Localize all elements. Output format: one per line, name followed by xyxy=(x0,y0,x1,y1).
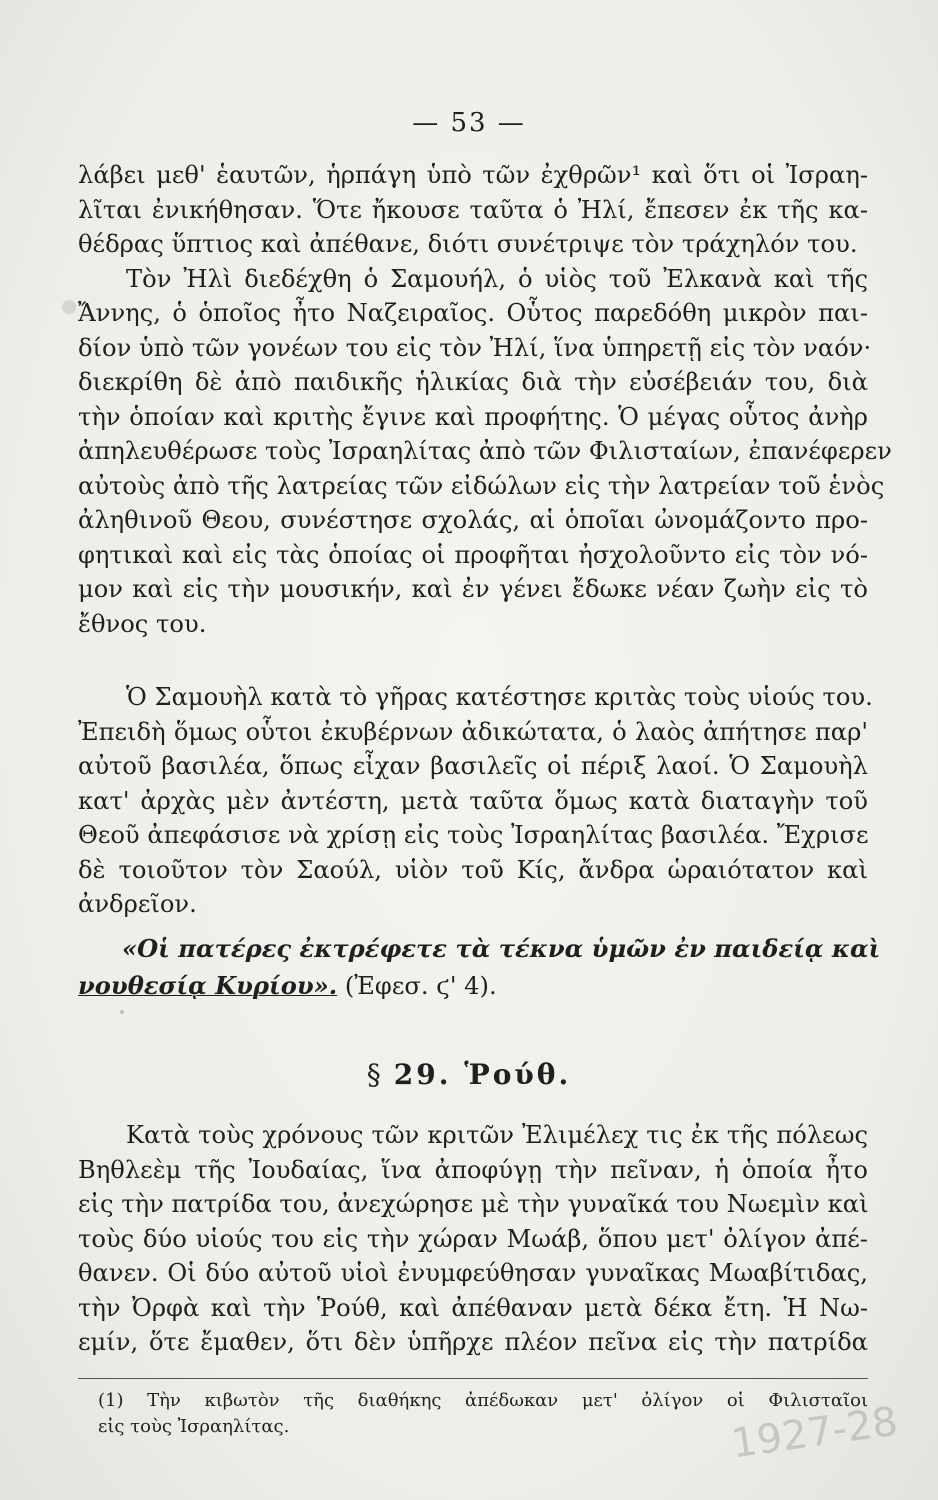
text-line: ἀπηλευθέρωσε τοὺς Ἰσραηλίτας ἀπὸ τῶν Φιλισταίων, ἐπανέφερεν xyxy=(78,437,892,465)
print-speck xyxy=(120,1010,124,1014)
paragraph-start-line: Ὁ Σαμουὴλ κατὰ τὸ γῆρας κατέστησε κριτὰς τοὺς υἱούς του. xyxy=(126,683,873,711)
text-line: δὲ τοιοῦτον τὸν Σαούλ, υἱὸν τοῦ Κίς, ἄνδρα ὡραιότατον καὶ xyxy=(78,855,868,884)
text-line: διεκρίθη δὲ ἀπὸ παιδικῆς ἡλικίας διὰ τὴν εὐσέβειάν του, διὰ xyxy=(78,368,868,396)
scripture-quote xyxy=(78,930,881,1005)
page-number: — 53 — xyxy=(412,108,526,138)
text-line: εμίν, ὅτε ἔμαθεν, ὅτι δὲν ὑπῆρχε πλέον πεῖνα εἰς τὴν πατρίδα xyxy=(78,1328,868,1356)
text-line: λῖται ἐνικήθησαν. Ὅτε ἤκουσε ταῦτα ὁ Ἠλί, ἔπεσεν ἐκ τῆς κα- xyxy=(78,195,868,224)
text-line: Θεοῦ ἀπεφάσισε νὰ χρίσῃ εἰς τοὺς Ἰσραηλίτας βασιλέα. Ἔχρισε xyxy=(78,821,869,849)
quote-italic-text: νουθεσίᾳ Κυρίου». xyxy=(78,971,338,1000)
text-block-upper xyxy=(78,158,892,641)
quote-line: «Οἱ πατέρες ἐκτρέφετε τὰ τέκνα ὑμῶν ἐν παιδείᾳ καὶ xyxy=(122,934,881,963)
print-speck xyxy=(860,470,863,473)
text-line: εἰς τὴν πατρίδα του, ἀνεχώρησε μὲ τὴν γυναῖκά του Νωεμὶν καὶ xyxy=(78,1190,869,1218)
paragraph-start-line: Τὸν Ἠλὶ διεδέχθη ὁ Σαμουήλ, ὁ υἱὸς τοῦ Ἐλκανὰ καὶ τῆς xyxy=(126,264,868,293)
text-line: τὴν ὁποίαν καὶ κριτὴς ἔγινε καὶ προφήτης. Ὁ μέγας οὗτος ἀνὴρ xyxy=(78,402,868,431)
text-line: αὐτοῦ βασιλέα, ὅπως εἶχαν βασιλεῖς οἱ πέριξ λαοί. Ὁ Σαμουὴλ xyxy=(78,752,868,780)
print-speck xyxy=(62,300,76,314)
text-line: Ἄννης, ὁ ὁποῖος ἦτο Ναζειραῖος. Οὗτος παρεδόθη μικρὸν παι- xyxy=(78,299,868,327)
handwritten-note: 1927-28 xyxy=(728,1398,901,1468)
text-line: τοὺς δύο υἱούς του εἰς τὴν χώραν Μωάβ, ὅπου μετ' ὀλίγον ἀπέ- xyxy=(78,1224,868,1253)
text-line: μον καὶ εἰς τὴν μουσικήν, καὶ ἐν γένει ἔδωκε νέαν ζωὴν εἰς τὸ xyxy=(78,575,868,603)
quote-reference: (Ἐφεσ. ϛ' 4). xyxy=(337,972,497,1000)
text-block-middle xyxy=(78,680,873,922)
footnote-divider xyxy=(78,1378,868,1379)
text-line: Βηθλεὲμ τῆς Ἰουδαίας, ἵνα ἀποφύγῃ τὴν πεῖναν, ἡ ὁποία ἦτο xyxy=(78,1155,868,1184)
text-line: ἀνδρεῖον. xyxy=(78,890,197,918)
text-line: αὐτοὺς ἀπὸ τῆς λατρείας τῶν εἰδώλων εἰς τὴν λατρείαν τοῦ ἑνὸς xyxy=(78,471,885,500)
section-title: 29. Ῥούθ. xyxy=(393,1058,572,1091)
text-line: Ἐπειδὴ ὅμως οὗτοι ἐκυβέρνων ἀδικώτατα, ὁ λαὸς ἀπήτησε παρ' xyxy=(78,717,868,746)
text-line: ἀληθινοῦ Θεου, συνέστησε σχολάς, αἱ ὁποῖαι ὠνομάζοντο προ- xyxy=(78,506,868,534)
text-line: δίον ὑπὸ τῶν γονέων του εἰς τὸν Ἠλί, ἵνα ὑπηρετῇ εἰς τὸν ναόν· xyxy=(78,333,872,362)
paragraph-start-line: Κατὰ τοὺς χρόνους τῶν κριτῶν Ἐλιμέλεχ τις ἐκ τῆς πόλεως xyxy=(126,1121,868,1149)
section-heading xyxy=(0,1058,938,1091)
text-line: θανεν. Οἱ δύο αὐτοῦ υἱοὶ ἐνυμφεύθησαν γυναῖκας Μωαβίτιδας, xyxy=(78,1259,868,1287)
text-line: φητικαὶ καὶ εἰς τὰς ὁποίας οἱ προφῆται ἠσχολοῦντο εἰς τὸν νό- xyxy=(78,540,868,569)
text-block-lower xyxy=(78,1118,868,1360)
text-line: ἔθνος του. xyxy=(78,609,207,638)
quote-line-end xyxy=(78,967,868,1005)
footnote-line: εἰς τοὺς Ἰσραηλίτας. xyxy=(98,1416,290,1437)
section-symbol: § xyxy=(366,1058,384,1091)
text-line: θέδρας ὕπτιος καὶ ἀπέθανε, διότι συνέτριψε τὸν τράχηλόν του. xyxy=(78,230,858,258)
text-line: τὴν Ὀρφὰ καὶ τὴν Ῥούθ, καὶ ἀπέθαναν μετὰ δέκα ἔτη. Ἡ Νω- xyxy=(78,1293,868,1322)
footnote-line: (1) Τὴν κιβωτὸν τῆς διαθήκης ἀπέδωκαν μετ' ὀλίγον οἱ Φιλισταῖοι xyxy=(98,1390,868,1411)
text-line: κατ' ἀρχὰς μὲν ἀντέστη, μετὰ ταῦτα ὅμως κατὰ διαταγὴν τοῦ xyxy=(78,786,868,815)
text-line: λάβει μεθ' ἑαυτῶν, ἡρπάγη ὑπὸ τῶν ἐχθρῶν¹ καὶ ὅτι οἱ Ἰσραη- xyxy=(78,161,868,189)
